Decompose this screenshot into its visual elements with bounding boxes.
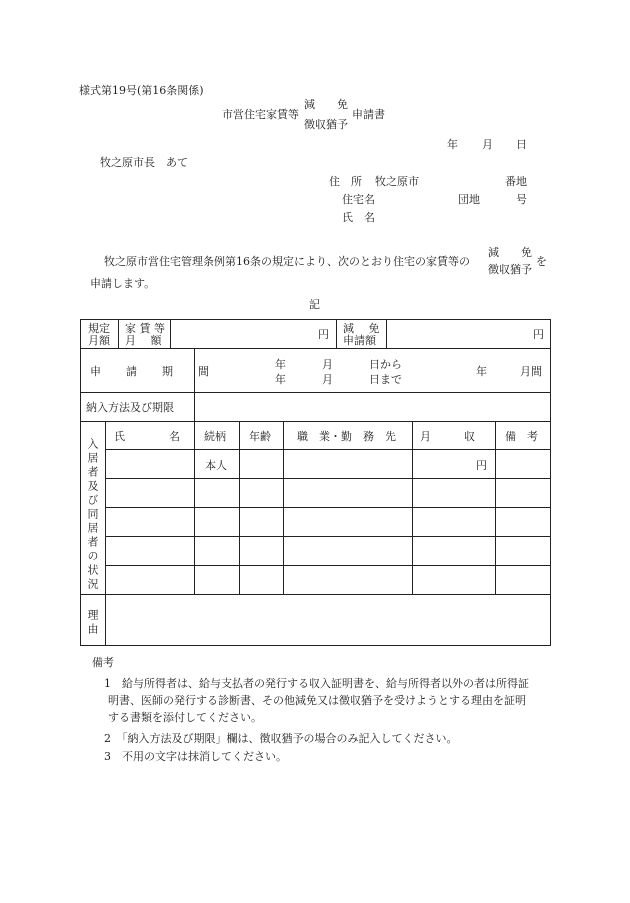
body-text: 牧之原市営住宅管理条例第16条の規定により、次のとおり住宅の家賃等の	[104, 255, 470, 268]
danchi-label: 団地	[458, 193, 480, 206]
body-lower: 徴収猶予	[488, 263, 532, 276]
to-year: 年	[275, 373, 286, 386]
period-label: 申 請 期 間	[90, 365, 210, 378]
body-text-2: 申請します。	[90, 277, 156, 290]
title-suffix: 申請書	[352, 108, 385, 121]
title-upper: 減 免	[304, 98, 348, 111]
note-item: 3 不用の文字は抹消してください。	[104, 750, 287, 763]
note-item: 1 給与所得者は、給与支払者の発行する収入証明書を、給与所得者以外の者は所得証	[104, 677, 529, 690]
from-year: 年	[275, 358, 286, 371]
ki-label: 記	[309, 298, 320, 311]
monthly-label-1: 家 賃 等	[125, 322, 165, 335]
address-label: 住 所	[329, 175, 362, 188]
to-day: 日まで	[369, 373, 402, 386]
col-job: 職 業・勤 務 先	[297, 430, 396, 443]
months-label: 月間	[520, 365, 542, 378]
name-label: 氏 名	[342, 211, 375, 224]
note-item: する書類を添付してください。	[108, 711, 262, 724]
app-amount-1: 減 免	[343, 322, 380, 335]
rent-label-1: 規定	[88, 322, 110, 335]
col-relation: 続柄	[204, 430, 226, 443]
col-age: 年齢	[249, 430, 271, 443]
addressee: 牧之原市長 あて	[100, 156, 188, 169]
col-name: 氏 名	[114, 430, 180, 443]
residents-label: 入居者及び同居者の状況	[86, 438, 99, 592]
housing-name-label: 住宅名	[342, 193, 375, 206]
from-month: 月	[322, 358, 333, 371]
first-row-relation: 本人	[205, 459, 227, 472]
go-label: 号	[516, 193, 527, 206]
date-year: 年	[447, 138, 458, 151]
note-item: 明書、医師の発行する診断書、その他減免又は徴収猶予を受けようとする理由を証明	[108, 694, 526, 707]
title-prefix: 市営住宅家賃等	[222, 108, 299, 121]
app-amount-yen: 円	[533, 328, 544, 341]
monthly-label-2: 月 額	[125, 334, 162, 347]
reason-label: 理由	[86, 609, 99, 637]
col-notes: 備 考	[505, 430, 538, 443]
note-item: 2 「納入方法及び期限」欄は、徴収猶予の場合のみ記入してください。	[104, 732, 458, 745]
date-month: 月	[482, 138, 493, 151]
title-lower: 徴収猶予	[304, 118, 348, 131]
form-number: 様式第19号(第16条関係)	[79, 84, 204, 97]
date-day: 日	[516, 138, 527, 151]
first-row-income-unit: 円	[476, 459, 487, 472]
notes-title: 備考	[92, 656, 114, 669]
to-month: 月	[322, 373, 333, 386]
rent-label-2: 月額	[88, 334, 110, 347]
months-year: 年	[476, 365, 487, 378]
payment-label: 納入方法及び期限	[86, 401, 174, 414]
col-income: 月 収	[420, 430, 475, 443]
body-upper: 減 免	[488, 246, 532, 259]
body-text-wo: を	[536, 255, 547, 268]
app-amount-2: 申請額	[343, 334, 376, 347]
address-city: 牧之原市	[375, 175, 419, 188]
from-day: 日から	[369, 358, 402, 371]
rent-yen: 円	[318, 328, 329, 341]
address-banchi: 番地	[505, 175, 527, 188]
